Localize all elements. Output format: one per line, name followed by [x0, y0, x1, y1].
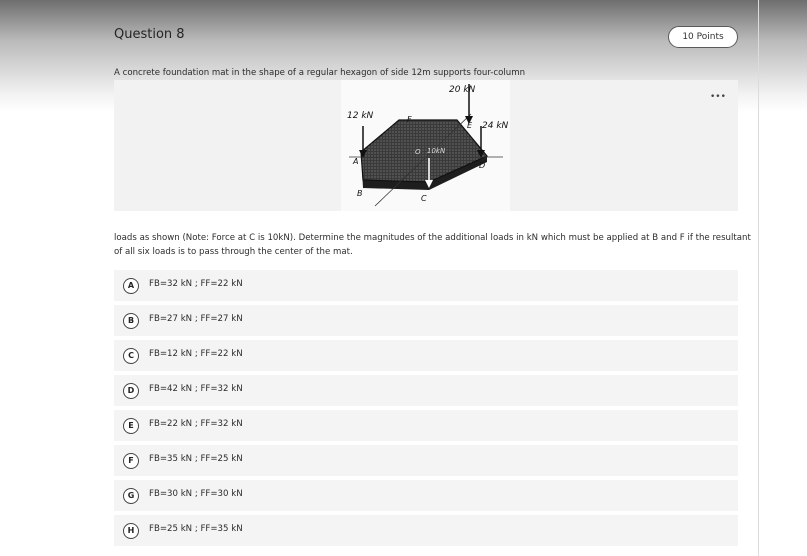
label-e: E [467, 121, 473, 130]
option-g[interactable] [114, 480, 738, 511]
option-letter[interactable]: B [123, 313, 139, 329]
option-text: FB=35 kN ; FF=25 kN [149, 454, 243, 464]
option-c[interactable] [114, 340, 738, 371]
option-text: FB=22 kN ; FF=32 kN [149, 419, 243, 429]
option-letter[interactable]: F [123, 453, 139, 469]
option-f[interactable] [114, 445, 738, 476]
points-badge: 10 Points [668, 26, 738, 48]
label-b: B [357, 189, 363, 198]
option-e[interactable] [114, 410, 738, 441]
label-f: F [407, 115, 412, 124]
label-a: A [353, 157, 359, 166]
option-letter[interactable]: E [123, 418, 139, 434]
option-letter[interactable]: A [123, 278, 139, 294]
label-12kn: 12 kN [347, 111, 374, 121]
option-text: FB=25 kN ; FF=35 kN [149, 524, 243, 534]
hexagon-diagram [341, 80, 510, 211]
option-letter[interactable]: G [123, 488, 139, 504]
label-10kn: 10kN [427, 147, 446, 155]
option-b[interactable] [114, 305, 738, 336]
option-text: FB=32 kN ; FF=22 kN [149, 279, 243, 289]
ellipsis-icon[interactable]: ••• [710, 92, 726, 102]
option-h[interactable] [114, 515, 738, 546]
option-letter[interactable]: C [123, 348, 139, 364]
option-text: FB=30 kN ; FF=30 kN [149, 489, 243, 499]
hexagon-diagram-svg [341, 80, 510, 211]
option-text: FB=12 kN ; FF=22 kN [149, 349, 243, 359]
label-o: O [415, 148, 421, 156]
label-20kn: 20 kN [449, 85, 476, 95]
option-a[interactable] [114, 270, 738, 301]
option-letter[interactable]: D [123, 383, 139, 399]
question-title: Question 8 [114, 27, 185, 42]
label-d: D [479, 161, 486, 170]
option-d[interactable] [114, 375, 738, 406]
question-text-line1: A concrete foundation mat in the shape of a regular hexagon of side 12m supports four-column [114, 68, 526, 78]
option-text: FB=27 kN ; FF=27 kN [149, 314, 243, 324]
label-c: C [421, 194, 427, 203]
option-letter[interactable]: H [123, 523, 139, 539]
option-text: FB=42 kN ; FF=32 kN [149, 384, 243, 394]
question-text-line2: loads as shown (Note: Force at C is 10kN). Determine the magnitudes of the additional loads in kN which must be applied at B and F if the resultant of all six loads is to pass through the center of the mat. [114, 233, 751, 257]
label-24kn: 24 kN [482, 121, 509, 131]
